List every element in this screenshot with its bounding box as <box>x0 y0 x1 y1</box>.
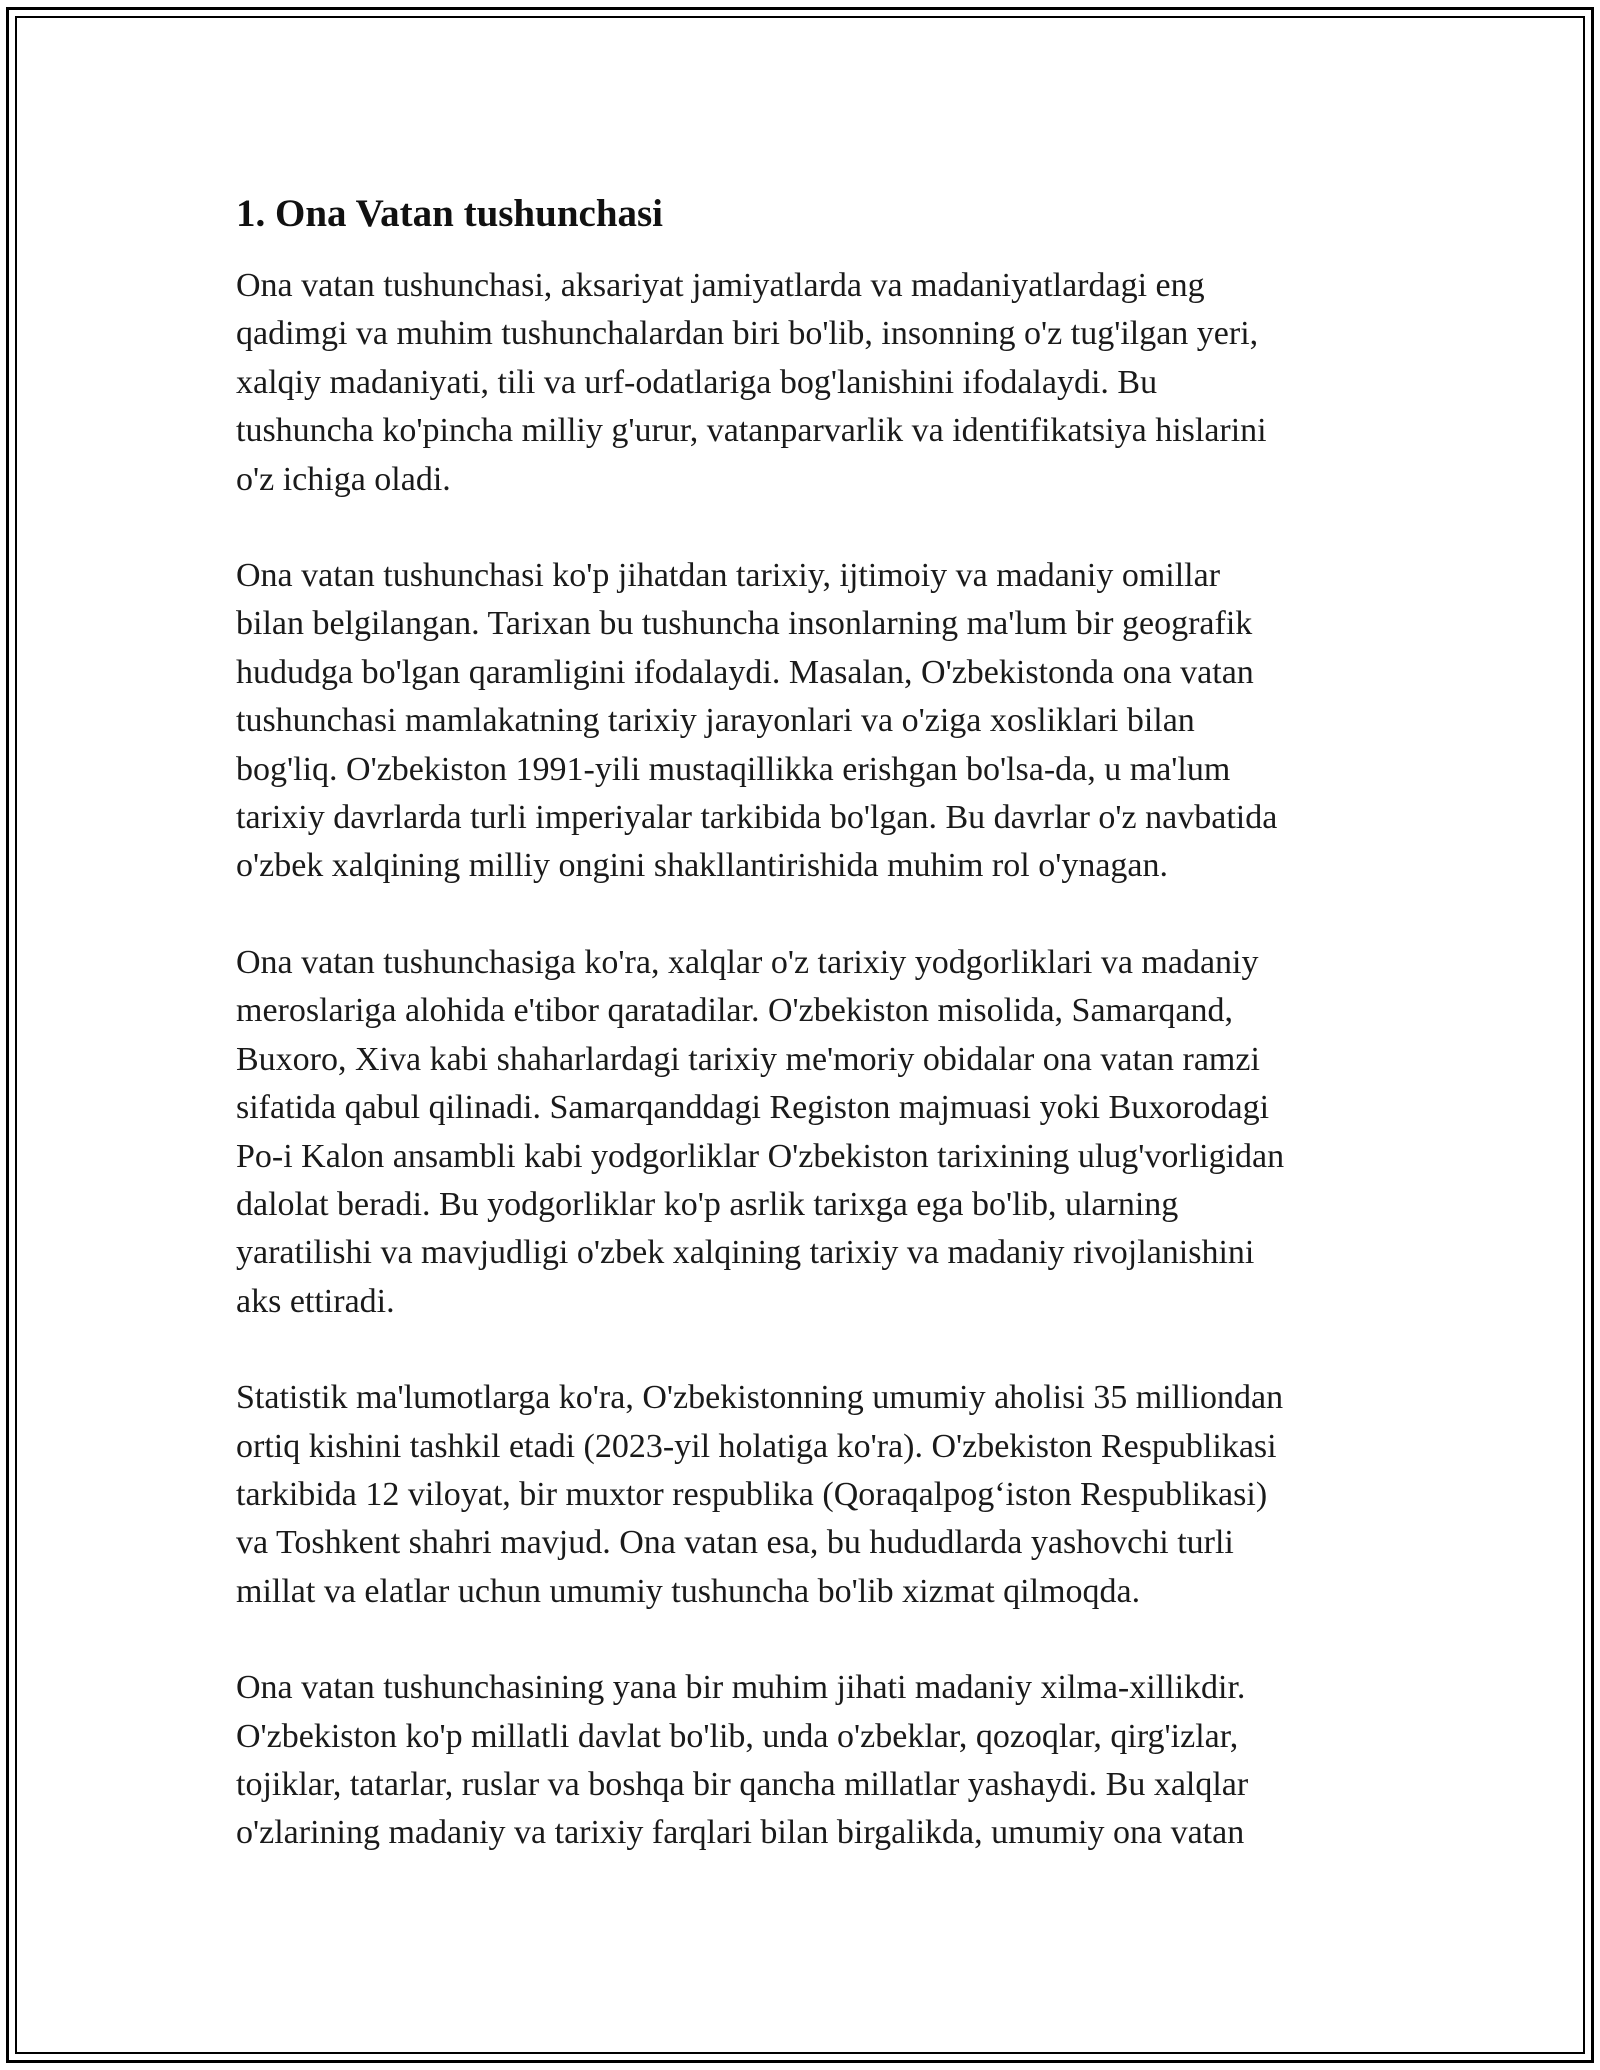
text-line: tushuncha ko'pincha milliy g'urur, vatanparvarlik va identifikatsiya hislarini <box>236 412 1267 450</box>
paragraph <box>236 1374 1376 1616</box>
text-line: o'zlarining madaniy va tarixiy farqlari bilan birgalikda, umumiy ona vatan <box>236 1814 1245 1852</box>
paragraph <box>236 1664 1376 1858</box>
text-line: Statistik ma'lumotlarga ko'ra, O'zbekistonning umumiy aholisi 35 milliondan <box>236 1379 1284 1417</box>
text-line: meroslariga alohida e'tibor qaratadilar. O'zbekiston misolida, Samarqand, <box>236 992 1234 1030</box>
text-line: Ona vatan tushunchasi ko'p jihatdan tarixiy, ijtimoiy va madaniy omillar <box>236 557 1221 595</box>
text-line: O'zbekiston ko'p millatli davlat bo'lib, unda o'zbeklar, qozoqlar, qirg'izlar, <box>236 1717 1239 1755</box>
text-line: Ona vatan tushunchasi, aksariyat jamiyatlarda va madaniyatlardagi eng <box>236 267 1205 304</box>
paragraph <box>236 262 1376 504</box>
document-body <box>236 186 1376 1906</box>
text-line: sifatida qabul qilinadi. Samarqanddagi Registon majmuasi yoki Buxorodagi <box>236 1089 1270 1127</box>
paragraph-list <box>236 262 1376 1858</box>
text-line: tushunchasi mamlakatning tarixiy jarayonlari va o'ziga xosliklari bilan <box>236 702 1195 740</box>
text-line: hududga bo'lgan qaramligini ifodalaydi. Masalan, O'zbekistonda ona vatan <box>236 653 1254 691</box>
text-line: Ona vatan tushunchasiga ko'ra, xalqlar o'z tarixiy yodgorliklari va madaniy <box>236 943 1259 981</box>
text-line: o'zbek xalqining milliy ongini shakllantirishida muhim rol o'ynagan. <box>236 847 1169 885</box>
text-line: tarixiy davrlarda turli imperiyalar tarkibida bo'lgan. Bu davrlar o'z navbatida <box>236 799 1278 837</box>
text-line: tarkibida 12 viloyat, bir muxtor respublika (Qoraqalpog‘iston Respublikasi) <box>236 1475 1268 1513</box>
text-line: yaratilishi va mavjudligi o'zbek xalqining tarixiy va madaniy rivojlanishini <box>236 1234 1255 1272</box>
text-line: bilan belgilangan. Tarixan bu tushuncha insonlarning ma'lum bir geografik <box>236 605 1253 643</box>
text-line: bog'liq. O'zbekiston 1991-yili mustaqillikka erishgan bo'lsa-da, u ma'lum <box>236 750 1231 788</box>
text-line: xalqiy madaniyati, tili va urf-odatlariga bog'lanishini ifodalaydi. Bu <box>236 363 1158 401</box>
text-line: aks ettiradi. <box>236 1282 395 1320</box>
text-line: dalolat beradi. Bu yodgorliklar ko'p asrlik tarixga ega bo'lib, ularning <box>236 1185 1179 1223</box>
text-line: qadimgi va muhim tushunchalardan biri bo'lib, insonning o'z tug'ilgan yeri, <box>236 315 1259 353</box>
text-line: va Toshkent shahri mavjud. Ona vatan esa, bu hududlarda yashovchi turli <box>236 1524 1234 1562</box>
text-line: Buxoro, Xiva kabi shaharlardagi tarixiy me'moriy obidalar ona vatan ramzi <box>236 1040 1260 1078</box>
text-line: tojiklar, tatarlar, ruslar va boshqa bir qancha millatlar yashaydi. Bu xalqlar <box>236 1765 1249 1803</box>
section-title: 1. Ona Vatan tushunchasi <box>236 192 664 235</box>
text-line: Po-i Kalon ansambli kabi yodgorliklar O'zbekiston tarixining ulug'vorligidan <box>236 1137 1285 1175</box>
text-line: o'z ichiga oladi. <box>236 460 451 498</box>
text-line: Ona vatan tushunchasining yana bir muhim jihati madaniy xilma-xillikdir. <box>236 1669 1246 1707</box>
text-line: ortiq kishini tashkil etadi (2023-yil holatiga ko'ra). O'zbekiston Respublikasi <box>236 1427 1277 1465</box>
paragraph <box>236 939 1376 1326</box>
paragraph <box>236 552 1376 891</box>
text-line: millat va elatlar uchun umumiy tushuncha bo'lib xizmat qilmoqda. <box>236 1572 1141 1610</box>
